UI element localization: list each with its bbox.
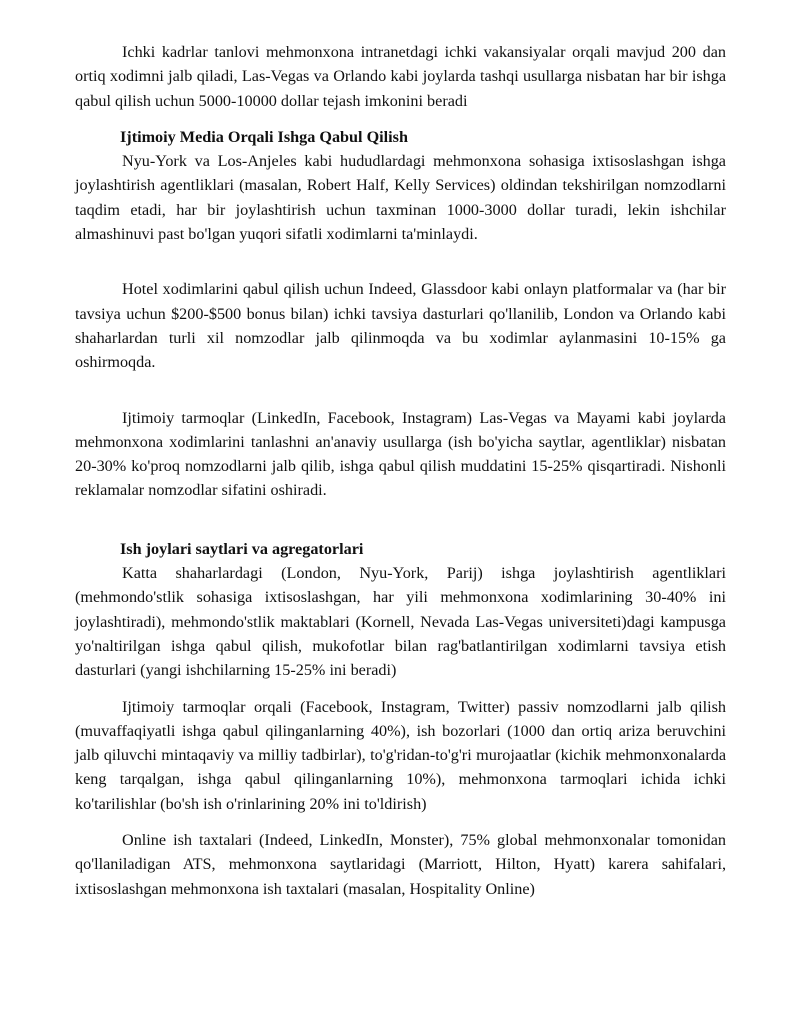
spacer — [75, 816, 726, 828]
spacer — [75, 113, 726, 125]
paragraph-social-networks: Ijtimoiy tarmoqlar (LinkedIn, Facebook, Instagram) Las-Vegas va Mayami kabi joylarda mehmonxona xodimlarini tanlashni an'anaviy usullarga (ish bo'yicha saytlar, agentliklar) nisbatan 20-30% ko'proq nomzodlarni jalb qilib, ishga qabul qilish muddatini 15-25% qisqartiradi. Nishonli reklamalar nomzodlar sifatini oshiradi. — [75, 408, 726, 500]
paragraph-recruitment-agencies: Katta shaharlardagi (London, Nyu-York, Parij) ishga joylashtirish agentliklari (mehmondo'stlik sohasiga ixtisoslashgan, har yili mehmonxona xodimlarining 30-40% ini joylashtiradi), mehmondo'stlik maktablari (Kornell, Nevada Las-Vegas universiteti)dagi kampusga yo'naltirilgan ishga qabul qilish, mukofotlar bilan rag'batlantirilgan xodimlarni tavsiya etish dasturlari (yangi ishchilarning 15-25% ini beradi) — [75, 564, 726, 680]
spacer — [75, 246, 726, 277]
paragraph-online-platforms: Hotel xodimlarini qabul qilish uchun Indeed, Glassdoor kabi onlayn platformalar va (har bir tavsiya uchun $200-$500 bonus bilan) ichki tavsiya dasturlari qo'llanilib, London va Orlando kabi shaharlardan turli xil nomzodlar jalb qilinmoqda va bu xodimlar aylanmasini 10-15% ga oshirmoqda. — [75, 280, 726, 372]
section-heading-job-sites: Ish joylari saytlari va agregatorlari — [120, 539, 364, 558]
paragraph-online-job-boards: Online ish taxtalari (Indeed, LinkedIn, Monster), 75% global mehmonxonalar tomonidan qo'llaniladigan ATS, mehmonxona saytlaridagi (Marriott, Hilton, Hyatt) karera sahifalari, ixtisoslashgan mehmonxona ish taxtalari (masalan, Hospitality Online) — [75, 831, 726, 898]
paragraph-staffing-agencies: Nyu-York va Los-Anjeles kabi hududlardagi mehmonxona sohasiga ixtisoslashgan ishga joylashtirish agentliklari (masalan, Robert Half, Kelly Services) oldindan tekshirilgan nomzodlarni taqdim etadi, har bir joylashtirish uchun taxminan 1000-3000 dollar turadi, lekin ishchilar almashinuvi past bo'lgan yuqori sifatli xodimlarni ta'minlaydi. — [75, 152, 726, 244]
paragraph-passive-candidates: Ijtimoiy tarmoqlar orqali (Facebook, Instagram, Twitter) passiv nomzodlarni jalb qilish (muvaffaqiyatli ishga qabul qilinganlarning 40%), ish bozorlari (1000 dan ortiq ariza beruvchini jalb qiluvchi mintaqaviy va milliy tadbirlar), to'g'ridan-to'g'ri murojaatlar (kichik mehmonxonalarda keng tarqalgan, ishga qabul qilinganlarning 10%), mehmonxona tarmoqlari ichida ichki ko'tarilishlar (bo'sh ish o'rinlarining 20% ini to'ldirish) — [75, 697, 726, 813]
document-page — [75, 40, 726, 901]
paragraph-internal-recruitment: Ichki kadrlar tanlovi mehmonxona intranetdagi ichki vakansiyalar orqali mavjud 200 dan ortiq xodimni jalb qiladi, Las-Vegas va Orlando kabi joylarda tashqi usullarga nisbatan har bir ishga qabul qilish uchun 5000-10000 dollar tejash imkonini beradi — [75, 43, 726, 110]
spacer — [75, 683, 726, 695]
spacer — [75, 375, 726, 406]
spacer — [75, 503, 726, 537]
section-heading-social-media: Ijtimoiy Media Orqali Ishga Qabul Qilish — [120, 127, 408, 146]
